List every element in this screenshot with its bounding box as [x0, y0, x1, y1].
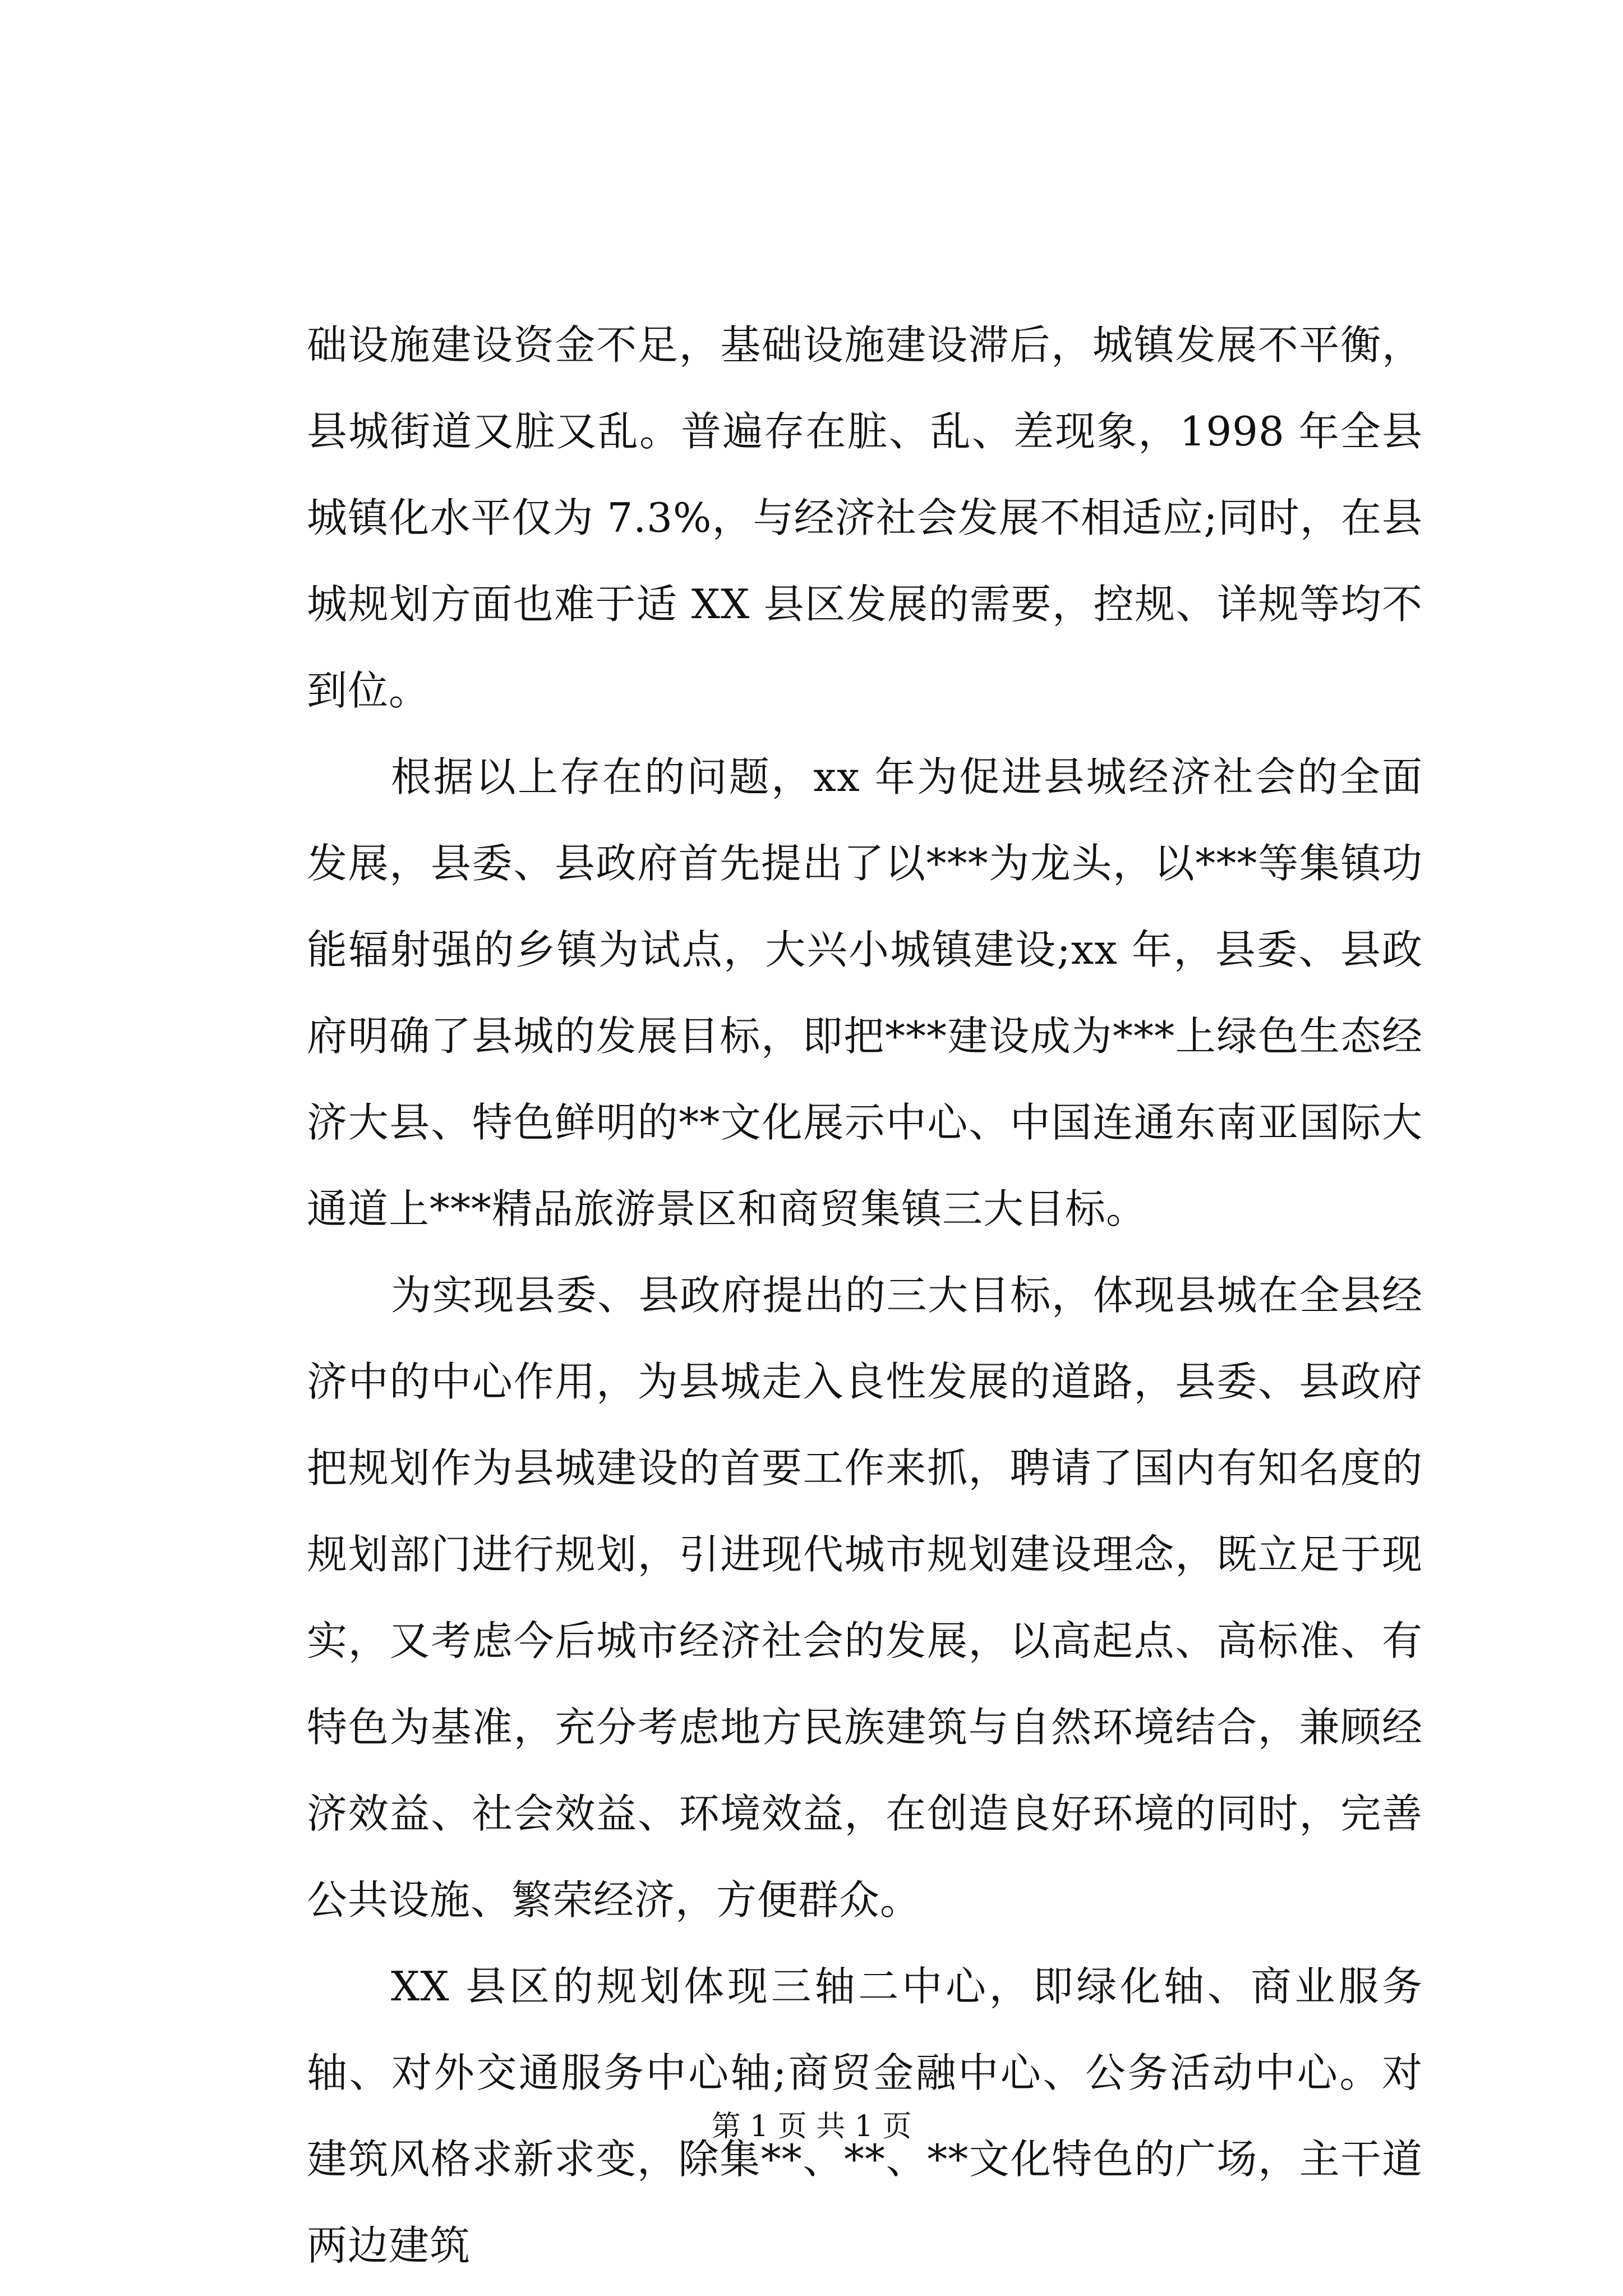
paragraph: XX 县区的规划体现三轴二中心，即绿化轴、商业服务轴、对外交通服务中心轴;商贸金融中心、公务活动中心。对建筑风格求新求变，除集**、**、**文化特色的广场，主干道两边建筑: [307, 1963, 1423, 2269]
paragraph: 根据以上存在的问题，xx 年为促进县城经济社会的全面发展，县委、县政府首先提出了以***为龙头，以***等集镇功能辐射强的乡镇为试点，大兴小城镇建设;xx 年，县委、县政府明确了县城的发展目标，即把***建设成为***上绿色生态经济大县、特色鲜明的**文化展示中心、中国连通东南亚国际大通道上***精品旅游景区和商贸集镇三大目标。: [307, 753, 1423, 1232]
page-footer: 第 1 页 共 1 页: [711, 2110, 912, 2143]
paragraph: 为实现县委、县政府提出的三大目标，体现县城在全县经济中的中心作用，为县城走入良性发展的道路，县委、县政府把规划作为县城建设的首要工作来抓，聘请了国内有知名度的规划部门进行规划，引进现代城市规划建设理念，既立足于现实，又考虑今后城市经济社会的发展，以高起点、高标准、有特色为基准，充分考虑地方民族建筑与自然环境结合，兼顾经济效益、社会效益、环境效益，在创造良好环境的同时，完善公共设施、繁荣经济，方便群众。: [307, 1272, 1423, 1924]
paragraph-continuation: 础设施建设资金不足，基础设施建设滞后，城镇发展不平衡，县城街道又脏又乱。普遍存在脏、乱、差现象，1998 年全县城镇化水平仅为 7.3%，与经济社会发展不相适应;同时，在县城规划方面也难于适 XX 县区发展的需要，控规、详规等均不到位。: [307, 321, 1423, 714]
document-body: [307, 302, 1423, 2289]
